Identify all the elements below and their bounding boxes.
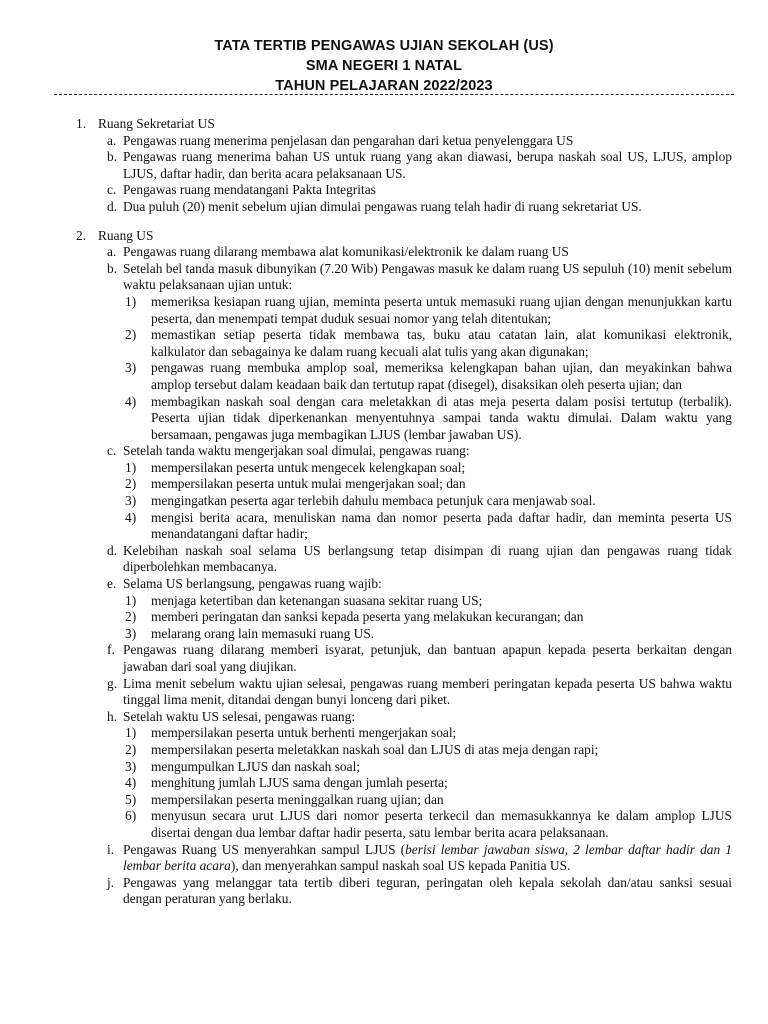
item-text-italic: berisi lembar jawaban siswa, 2 lembar daftar hadir dan 1 lembar berita acara (123, 841, 732, 874)
item-text-part: ), dan menyerahkan sampul naskah soal US kepada Panitia US. (230, 858, 571, 874)
sub-item (0, 792, 768, 809)
sub-marker: 1) (125, 459, 137, 475)
item-marker: c. (107, 443, 117, 459)
section-1 (0, 116, 768, 133)
section-title: Ruang Sekretariat US (98, 116, 215, 131)
item-text (123, 842, 732, 875)
sub-text: menjaga ketertiban dan ketenangan suasana sekitar ruang US; (151, 592, 483, 608)
sub-item (0, 294, 768, 327)
document-header (0, 36, 768, 96)
section-title: Ruang US (98, 227, 154, 243)
sub-item (0, 593, 768, 610)
document-body (0, 116, 768, 908)
sub-marker: 1) (125, 293, 137, 309)
section-2 (0, 228, 768, 245)
item-marker: j. (107, 874, 115, 890)
list-item (0, 261, 768, 294)
sub-text: memeriksa kesiapan ruang ujian, meminta peserta untuk memasuki ruang ujian dengan menunjukkan kartu peserta, dan menempati tempat duduk sesuai nomor yang telah ditentukan; (151, 293, 732, 326)
sub-text: memberi peringatan dan sanksi kepada peserta yang melakukan kecurangan; dan (151, 609, 584, 625)
sub-marker: 4) (125, 393, 137, 409)
item-text: Kelebihan naskah soal selama US berlangsung tetap disimpan di ruang ujian dan pengawas ruang tidak diperbolehkan membacanya. (123, 542, 732, 575)
sub-item (0, 394, 768, 444)
item-text: Pengawas yang melanggar tata tertib diberi teguran, peringatan oleh kepala sekolah dan/atau sanksi sesuai dengan peraturan yang berlaku. (123, 874, 732, 907)
sub-text: mempersilakan peserta untuk mengecek kelengkapan soal; (151, 459, 466, 475)
item-marker: b. (107, 149, 118, 165)
item-marker: f. (107, 642, 115, 658)
list-item (0, 642, 768, 675)
sub-text: membagikan naskah soal dengan cara meletakkan di atas meja peserta dalam posisi tertutup (terbalik). Peserta ujian tidak diperkenankan menyentuhnya sampai tanda waktu dimulai. Dalam waktu yang bersamaan, pengawas juga membagikan LJUS (lembar jawaban US). (151, 393, 732, 442)
item-marker: c. (107, 182, 117, 198)
sub-marker: 3) (125, 360, 137, 376)
item-text: Selama US berlangsung, pengawas ruang wajib: (123, 576, 382, 592)
sub-item (0, 460, 768, 477)
item-marker: e. (107, 576, 117, 592)
item-text: Pengawas ruang menerima bahan US untuk ruang yang akan diawasi, berupa naskah soal US, LJUS, amplop LJUS, daftar hadir, dan berita acara pelaksanaan US. (123, 149, 732, 181)
sub-marker: 1) (125, 592, 137, 608)
sub-marker: 2) (125, 476, 137, 492)
sub-item (0, 775, 768, 792)
item-marker: g. (107, 675, 118, 691)
sub-item (0, 609, 768, 626)
list-item (0, 543, 768, 576)
item-text: Setelah tanda waktu mengerjakan soal dimulai, pengawas ruang: (123, 443, 470, 459)
sub-text: menghitung jumlah LJUS sama dengan jumlah peserta; (151, 775, 448, 791)
item-marker: b. (107, 260, 118, 276)
sub-marker: 2) (125, 741, 137, 757)
header-school: SMA NEGERI 1 NATAL (305, 58, 463, 74)
list-item (0, 576, 768, 593)
sub-text: mempersilakan peserta meninggalkan ruang ujian; dan (151, 791, 444, 807)
sub-text: mempersilakan peserta meletakkan naskah soal dan LJUS di atas meja dengan rapi; (151, 741, 599, 757)
item-text: Dua puluh (20) menit sebelum ujian dimulai pengawas ruang telah hadir di ruang sekretariat US. (123, 198, 642, 214)
sub-item (0, 476, 768, 493)
sub-item (0, 626, 768, 643)
sub-marker: 1) (125, 725, 137, 741)
sub-marker: 3) (125, 493, 137, 509)
item-marker: d. (107, 198, 118, 214)
sub-item (0, 759, 768, 776)
item-marker: a. (107, 132, 117, 148)
sub-marker: 6) (125, 808, 137, 824)
sub-item (0, 725, 768, 742)
item-text-part: Pengawas Ruang US menyerahkan sampul LJUS ( (123, 841, 406, 857)
list-item (0, 182, 768, 199)
list-item (0, 875, 768, 908)
item-marker: a. (107, 244, 117, 260)
sub-marker: 4) (125, 509, 137, 525)
item-text: Setelah waktu US selesai, pengawas ruang: (123, 708, 356, 724)
item-text: Pengawas ruang mendatangani Pakta Integritas (123, 182, 376, 198)
item-marker: i. (107, 841, 115, 857)
sub-text: mempersilakan peserta untuk mulai mengerjakan soal; dan (151, 476, 466, 492)
sub-text: mengisi berita acara, menuliskan nama dan nomor peserta pada daftar hadir, dan meminta peserta US menandatangani daftar hadir; (151, 509, 732, 542)
dashed-divider (54, 94, 734, 95)
header-year: TAHUN PELAJARAN 2022/2023 (275, 78, 493, 94)
item-text: Pengawas ruang dilarang membawa alat komunikasi/elektronik ke dalam ruang US (123, 244, 569, 260)
sub-item (0, 493, 768, 510)
sub-item (0, 742, 768, 759)
sub-text: mengumpulkan LJUS dan naskah soal; (151, 758, 361, 774)
sub-marker: 2) (125, 327, 137, 343)
list-item (0, 199, 768, 216)
item-text: Pengawas ruang dilarang memberi isyarat, petunjuk, dan bantuan apapun kepada peserta berkaitan dengan jawaban dari soal yang diujikan. (123, 642, 732, 674)
list-item (0, 842, 768, 875)
sub-text: melarang orang lain memasuki ruang US. (151, 625, 375, 641)
sub-marker: 5) (125, 791, 137, 807)
sub-marker: 3) (125, 625, 137, 641)
item-text: Pengawas ruang menerima penjelasan dan pengarahan dari ketua penyelenggara US (123, 132, 574, 148)
sub-text: mempersilakan peserta untuk berhenti mengerjakan soal; (151, 725, 457, 741)
sub-marker: 4) (125, 775, 137, 791)
list-item (0, 149, 768, 182)
item-text: Lima menit sebelum waktu ujian selesai, pengawas ruang memberi peringatan kepada peserta US bahwa waktu tinggal lima menit, ditandai dengan bunyi lonceng dari piket. (123, 675, 732, 708)
section-marker: 2. (76, 227, 87, 243)
sub-item (0, 510, 768, 543)
list-item (0, 709, 768, 726)
sub-text: pengawas ruang membuka amplop soal, memeriksa kelengkapan bahan ujian, dan meyakinkan bahwa amplop tersebut dalam keadaan baik dan tertutup rapat (disegel), disaksikan oleh peserta ujian; dan (151, 360, 732, 392)
sub-text: memastikan setiap peserta tidak membawa tas, buku atau catatan lain, alat komunikasi elektronik, kalkulator dan sebagainya ke dalam ruang kecuali alat tulis yang akan digunakan; (151, 327, 732, 359)
sub-item (0, 327, 768, 360)
list-item (0, 676, 768, 709)
header-title: TATA TERTIB PENGAWAS UJIAN SEKOLAH (US) (214, 38, 554, 54)
item-marker: d. (107, 542, 118, 558)
item-text: Setelah bel tanda masuk dibunyikan (7.20 Wib) Pengawas masuk ke dalam ruang US sepuluh (10) menit sebelum waktu pelaksanaan ujian untuk: (123, 260, 732, 293)
item-marker: h. (107, 708, 118, 724)
list-item (0, 443, 768, 460)
list-item (0, 133, 768, 150)
section-gap (0, 216, 768, 228)
list-item (0, 244, 768, 261)
sub-marker: 3) (125, 758, 137, 774)
sub-text: menyusun secara urut LJUS dari nomor peserta terkecil dan memasukkannya ke dalam amplop LJUS disertai dengan dua lembar daftar hadir peserta, satu lembar berita acara pelaksanaan. (151, 808, 732, 840)
section-marker: 1. (76, 116, 87, 131)
sub-item (0, 808, 768, 841)
sub-marker: 2) (125, 609, 137, 625)
sub-text: mengingatkan peserta agar terlebih dahulu membaca petunjuk cara menjawab soal. (151, 493, 596, 509)
sub-item (0, 360, 768, 393)
